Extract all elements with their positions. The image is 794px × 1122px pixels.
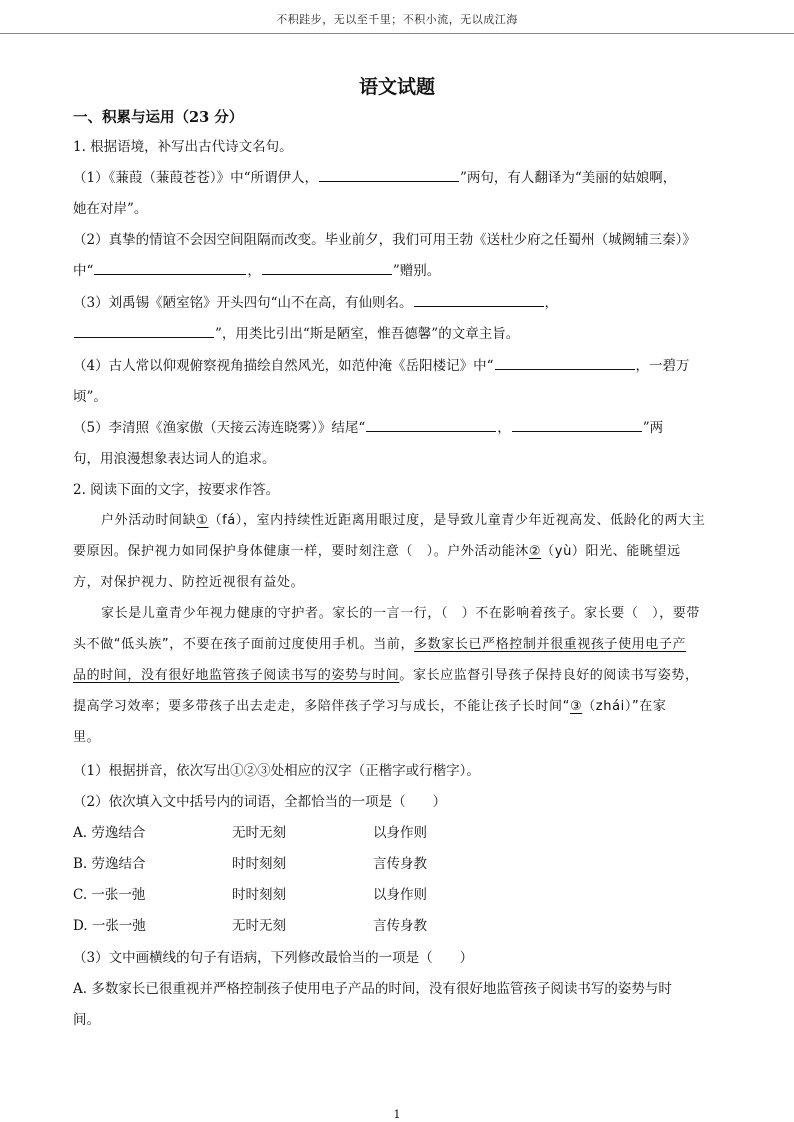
q2-stem: 2. 阅读下面的文字，按要求作答。 [73, 482, 280, 498]
q1-part5-text-c: ”两 [642, 420, 664, 436]
option-a-label[interactable]: A. 劳逸结合 [73, 825, 146, 841]
q2-sub1: （1）根据拼音，依次写出①②③处相应的汉字（正楷字或行楷字）。 [73, 763, 480, 779]
passage-text: （yù）阳光、能眺望远 [541, 544, 681, 559]
blank-marker-2: ② [528, 544, 542, 559]
blank-marker-1: ① [196, 513, 209, 528]
option-a-col2: 无时无刻 [232, 825, 286, 841]
passage-para1-line3: 方，对保护视力、防控近视很有益处。 [73, 575, 305, 590]
passage-para2-line4 [73, 695, 666, 714]
answer-blank[interactable] [74, 324, 214, 338]
page-title: 语文试题 [358, 76, 435, 98]
q1-part3-text-c: ”，用类比引出“斯是陋室，惟吾德馨”的文章主旨。 [215, 326, 520, 342]
blank-marker-3: ③ [569, 699, 583, 714]
answer-blank[interactable] [262, 261, 392, 275]
passage-text: （fá），室内持续性近距离用眼过度，是导致儿童青少年近视高发、低龄化的两大主 [208, 513, 706, 528]
answer-blank[interactable] [512, 418, 642, 432]
header-motto: 不积跬步，无以至千里；不积小流，无以成江海 [276, 13, 518, 26]
answer-blank[interactable] [495, 356, 635, 370]
passage-para2-line3 [73, 664, 699, 683]
option-a-col3: 以身作则 [373, 825, 427, 841]
q1-part1-text-a: （1）《蒹葭（蒹葭苍苍）》中“所谓伊人， [73, 170, 318, 186]
option-d-col3: 言传身教 [373, 918, 427, 934]
passage-para1-line1 [101, 509, 705, 528]
page-number: 1 [393, 1108, 401, 1121]
q1-part1-text-b: ”两句，有人翻译为“美丽的姑娘啊， [460, 170, 677, 186]
underlined-sentence: 品的时间，没有很好地监管孩子阅读书写的姿势与时间 [73, 668, 400, 683]
q1-part2-line2 [73, 259, 440, 279]
option-c-col2: 时时刻刻 [232, 887, 286, 903]
option-c-col3: 以身作则 [373, 887, 427, 903]
passage-para1-line2 [73, 540, 681, 559]
passage-text: 头不做“低头族”，不要在孩子面前过度使用手机。当前， [73, 637, 415, 652]
option-b-col3: 言传身教 [373, 856, 427, 872]
q1-part3-line1 [73, 291, 558, 311]
passage-text: （zhái）”在家 [582, 699, 667, 714]
answer-blank[interactable] [319, 168, 459, 182]
q1-part1-line1 [73, 166, 676, 186]
q1-part4-text-a: （4）古人常以仰观俯察视角描绘自然风光，如范仲淹《岳阳楼记》中“ [73, 358, 494, 374]
q1-part2-text-b: 中“ [73, 263, 94, 279]
q1-part5-text-a: （5）李清照《渔家傲（天接云涛连晓雾）》结尾“ [73, 420, 366, 436]
q2-sub3-option-a-line1[interactable]: A. 多数家长已很重视并严格控制孩子使用电子产品的时间，没有很好地监管孩子阅读书写的姿势与时 [73, 981, 672, 997]
q1-part2-line1: （2）真挚的情谊不会因空间阻隔而改变。毕业前夕，我们可用王勃《送杜少府之任蜀州（城阙辅三秦）》 [73, 232, 696, 248]
q1-part1-line2: 她在对岸”。 [73, 201, 148, 217]
q1-part3-line2 [73, 322, 519, 342]
q1-part4-line2: 顷”。 [73, 389, 107, 405]
answer-blank[interactable] [94, 261, 246, 275]
passage-para2-line2 [73, 633, 686, 652]
passage-para2-line5: 里。 [73, 730, 101, 745]
answer-blank[interactable] [366, 418, 496, 432]
passage-para2-line1: 家长是儿童青少年视力健康的守护者。家长的一言一行，（ ）不在影响着孩子。家长要（ ），要带 [101, 606, 701, 621]
option-d-col2: 无时无刻 [232, 918, 286, 934]
underlined-sentence: 多数家长已严格控制并很重视孩子使用电子产 [414, 637, 687, 652]
q1-part3-text-a: （3）刘禹锡《陋室铭》开头四句“山不在高，有仙则名。 [73, 295, 413, 311]
q1-part2-text-d: ”赠别。 [392, 263, 441, 279]
q1-part5-line1 [73, 416, 663, 436]
passage-text: 。家长应监督引导孩子保持良好的阅读书写姿势， [399, 668, 699, 683]
answer-blank[interactable] [414, 293, 544, 307]
option-d-label[interactable]: D. 一张一弛 [73, 918, 146, 934]
q1-part5-line2: 句，用浪漫想象表达词人的追求。 [73, 451, 276, 467]
option-c-label[interactable]: C. 一张一弛 [73, 887, 146, 903]
option-b-label[interactable]: B. 劳逸结合 [73, 856, 146, 872]
q1-part5-text-b: ， [497, 420, 511, 436]
option-b-col2: 时时刻刻 [232, 856, 286, 872]
header-divider [0, 33, 794, 34]
q1-part3-text-b: ， [544, 295, 558, 311]
q2-sub3: （3）文中画横线的句子有语病，下列修改最恰当的一项是（ ） [73, 950, 474, 966]
passage-text: 提高学习效率；要多带孩子出去走走，多陪伴孩子学习与成长，不能让孩子长时间“ [73, 699, 570, 714]
passage-text: 要原因。保护视力如同保护身体健康一样，要时刻注意（ ）。户外活动能沐 [73, 544, 529, 559]
q1-part2-text-c: ， [247, 263, 261, 279]
q1-part4-line1 [73, 354, 690, 374]
q2-sub2: （2）依次填入文中括号内的词语，全都恰当的一项是（ ） [73, 794, 447, 810]
q1-stem: 1. 根据语境，补写出古代诗文名句。 [73, 139, 293, 155]
passage-text: 户外活动时间缺 [101, 513, 197, 528]
q1-part4-text-b: ，一碧万 [635, 358, 690, 374]
section-heading: 一、积累与运用（23 分） [73, 109, 244, 126]
q2-sub3-option-a-line2: 间。 [73, 1012, 100, 1028]
